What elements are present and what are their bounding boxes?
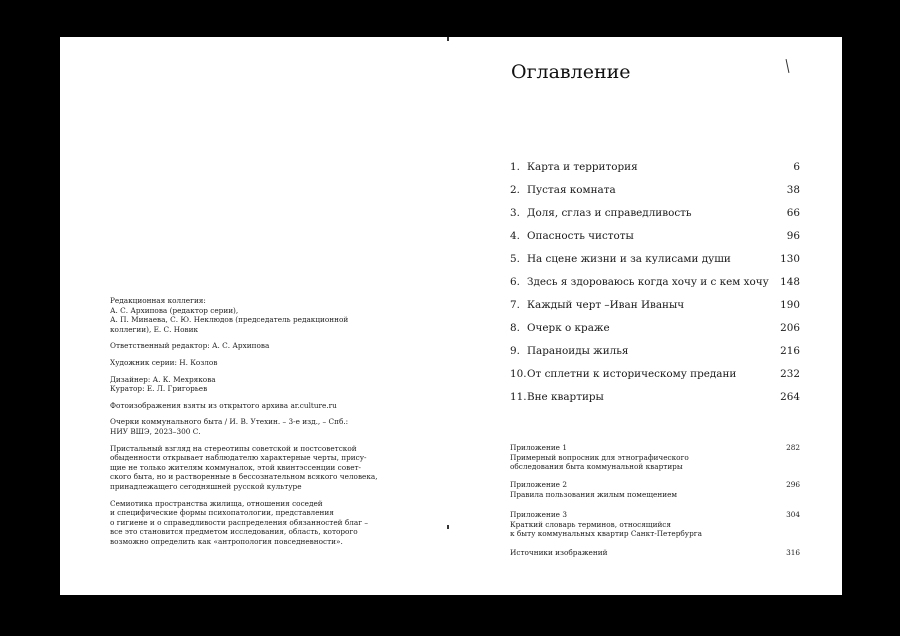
- chapter-page: 130: [780, 253, 800, 265]
- chapter-title: Пустая комната: [527, 184, 616, 196]
- scan-mark: [786, 59, 790, 73]
- toc-appendix-2[interactable]: [510, 480, 800, 499]
- chapter-title: На сцене жизни и за кулисами души: [527, 253, 731, 265]
- citation-line: Очерки коммунального быта / И. В. Утехин. – 3-е изд., – Спб.:: [110, 417, 349, 427]
- abstract-line: все это становится предметом исследования, область, которого: [110, 527, 358, 537]
- imprint-block: [110, 296, 380, 546]
- chapter-number: 11.: [510, 391, 527, 403]
- left-page: [60, 37, 451, 595]
- appendix-label: Приложение 3: [510, 510, 567, 519]
- citation-line: НИУ ВШЭ, 2023–300 С.: [110, 426, 201, 436]
- chapter-page: 264: [780, 391, 800, 403]
- editorial-board-heading: Редакционная коллегия:: [110, 296, 206, 305]
- curator: Куратор: Е. Л. Григорьев: [110, 384, 208, 394]
- sources-page: 316: [786, 548, 800, 557]
- chapter-title: Здесь я здороваюсь когда хочу и с кем хочу: [527, 276, 769, 288]
- abstract-line: о гигиене и о справедливости распределения обязанностей благ –: [110, 517, 369, 527]
- chapter-number: 1.: [510, 161, 520, 173]
- chapter-number: 10.: [510, 368, 527, 380]
- chapter-number: 2.: [510, 184, 520, 196]
- abstract-line: принадлежащего сегодняшней русской культуре: [110, 481, 302, 491]
- abstract-line: Семиотика пространства жилища, отношения соседей: [110, 498, 323, 508]
- chapter-title: Параноиды жилья: [527, 345, 629, 357]
- chapter-number: 8.: [510, 322, 520, 334]
- scan-mark: [447, 525, 449, 529]
- abstract-line: возможно определить как «антропология повседневности».: [110, 536, 343, 546]
- chapter-number: 5.: [510, 253, 520, 265]
- appendix-desc: Примерный вопросник для этнографического: [510, 452, 689, 462]
- chapter-page: 38: [786, 184, 800, 196]
- designer: Дизайнер: А. К. Мехрякова: [110, 374, 216, 384]
- chapter-page: 6: [793, 161, 800, 173]
- chapter-title: Каждый черт –Иван Иваныч: [527, 299, 685, 311]
- chapter-title: Доля, сглаз и справедливость: [527, 207, 692, 219]
- responsible-editor: Ответственный редактор: А. С. Архипова: [110, 341, 270, 351]
- chapter-page: 148: [780, 276, 800, 288]
- appendix-label: Приложение 1: [510, 443, 567, 452]
- chapter-page: 206: [780, 322, 800, 334]
- series-artist: Художник серии: Н. Козлов: [110, 357, 218, 367]
- chapter-title: Вне квартиры: [527, 391, 604, 403]
- abstract-line: обыденности открывает наблюдателю характерные черты, прису-: [110, 453, 367, 463]
- chapter-number: 3.: [510, 207, 520, 219]
- appendix-desc: Краткий словарь терминов, относящийся: [510, 519, 671, 529]
- editorial-board-line: А. С. Архипова (редактор серии),: [110, 305, 239, 315]
- abstract-line: и специфические формы психопатологии, представления: [110, 508, 334, 518]
- chapter-title: Опасность чистоты: [527, 230, 634, 242]
- appendix-page: 304: [786, 510, 800, 519]
- chapter-number: 6.: [510, 276, 520, 288]
- book-spread: [60, 37, 842, 595]
- sources-label: Источники изображений: [510, 548, 608, 557]
- chapter-page: 96: [786, 230, 800, 242]
- editorial-board-line: А. П. Минаева, С. Ю. Неклюдов (председатель редакционной: [110, 315, 349, 325]
- chapter-number: 7.: [510, 299, 520, 311]
- toc-appendix-3[interactable]: [510, 510, 800, 539]
- appendix-page: 296: [786, 480, 800, 489]
- toc-sources[interactable]: [510, 548, 800, 558]
- photo-source: Фотоизображения взяты из открытого архива ar.culture.ru: [110, 400, 337, 410]
- abstract-line: Пристальный взгляд на стереотипы советской и постсоветской: [110, 443, 357, 453]
- editorial-board-line: коллегии), Е. С. Новик: [110, 324, 199, 334]
- chapter-number: 9.: [510, 345, 520, 357]
- toc-title: Оглавление: [511, 61, 631, 83]
- appendix-desc: обследования быта коммунальной квартиры: [510, 462, 683, 472]
- appendix-desc: к быту коммунальных квартир Санкт-Петербурга: [510, 529, 702, 539]
- chapter-title: От сплетни к историческому предани: [527, 368, 737, 380]
- abstract-line: щие не только жителям коммуналок, этой квинтэссенции совет-: [110, 462, 362, 472]
- chapter-number: 4.: [510, 230, 520, 242]
- appendix-label: Приложение 2: [510, 480, 567, 489]
- scan-mark: [447, 37, 449, 41]
- chapter-page: 216: [780, 345, 800, 357]
- chapter-page: 232: [780, 368, 800, 380]
- chapter-title: Карта и территория: [527, 161, 638, 173]
- toc-appendix-1[interactable]: [510, 443, 800, 472]
- abstract-line: ского быта, но и растворенные в бессознательном всякого человека,: [110, 472, 378, 482]
- right-page: [451, 37, 842, 595]
- appendix-page: 282: [786, 443, 800, 452]
- chapter-page: 190: [780, 299, 800, 311]
- appendix-desc: Правила пользования жилым помещением: [510, 489, 678, 499]
- chapter-title: Очерк о краже: [527, 322, 610, 334]
- chapter-page: 66: [786, 207, 800, 219]
